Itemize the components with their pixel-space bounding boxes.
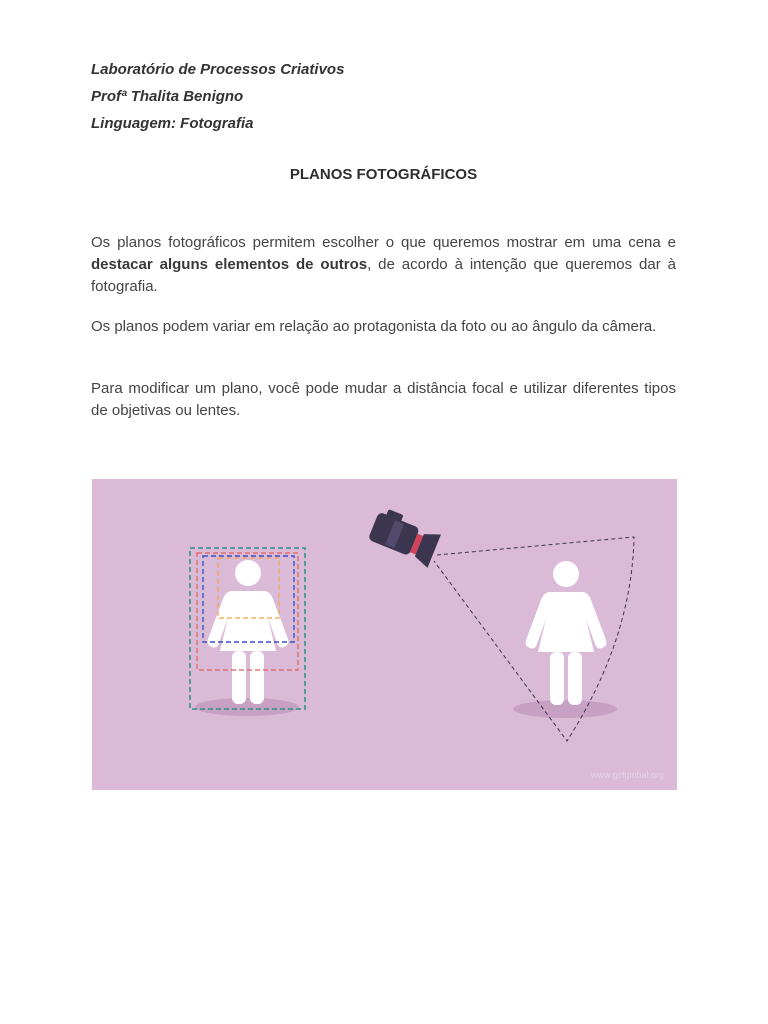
paragraph-1-start: Os planos fotográficos permitem escolher o que queremos mostrar em uma cena e — [91, 234, 676, 251]
right-figure-shadow — [513, 700, 617, 718]
illustration-svg — [92, 479, 677, 790]
right-person-icon — [526, 561, 607, 705]
paragraph-1 — [91, 232, 676, 298]
left-person-icon — [208, 560, 289, 704]
camera-icon — [366, 506, 442, 568]
course-name: Laboratório de Processos Criativos — [91, 61, 345, 78]
left-figure-shadow — [195, 698, 299, 716]
paragraph-1-end: , de acordo à intenção que queremos dar à fotografia. — [91, 256, 676, 295]
page-title: PLANOS FOTOGRÁFICOS — [289, 166, 478, 183]
paragraph-3: Para modificar um plano, você pode mudar a distância focal e utilizar diferentes tipos de objetivas ou lentes. — [91, 380, 676, 419]
subject-name: Linguagem: Fotografia — [91, 115, 254, 132]
paragraph-2: Os planos podem variar em relação ao protagonista da foto ou ao ângulo da câmera. — [91, 318, 657, 335]
teacher-name: Profª Thalita Benigno — [91, 88, 244, 105]
photo-planes-illustration — [92, 479, 677, 790]
paragraph-1-bold: destacar alguns elementos de outros — [91, 256, 368, 273]
watermark-text: www.gcfglobal.org — [590, 770, 664, 780]
